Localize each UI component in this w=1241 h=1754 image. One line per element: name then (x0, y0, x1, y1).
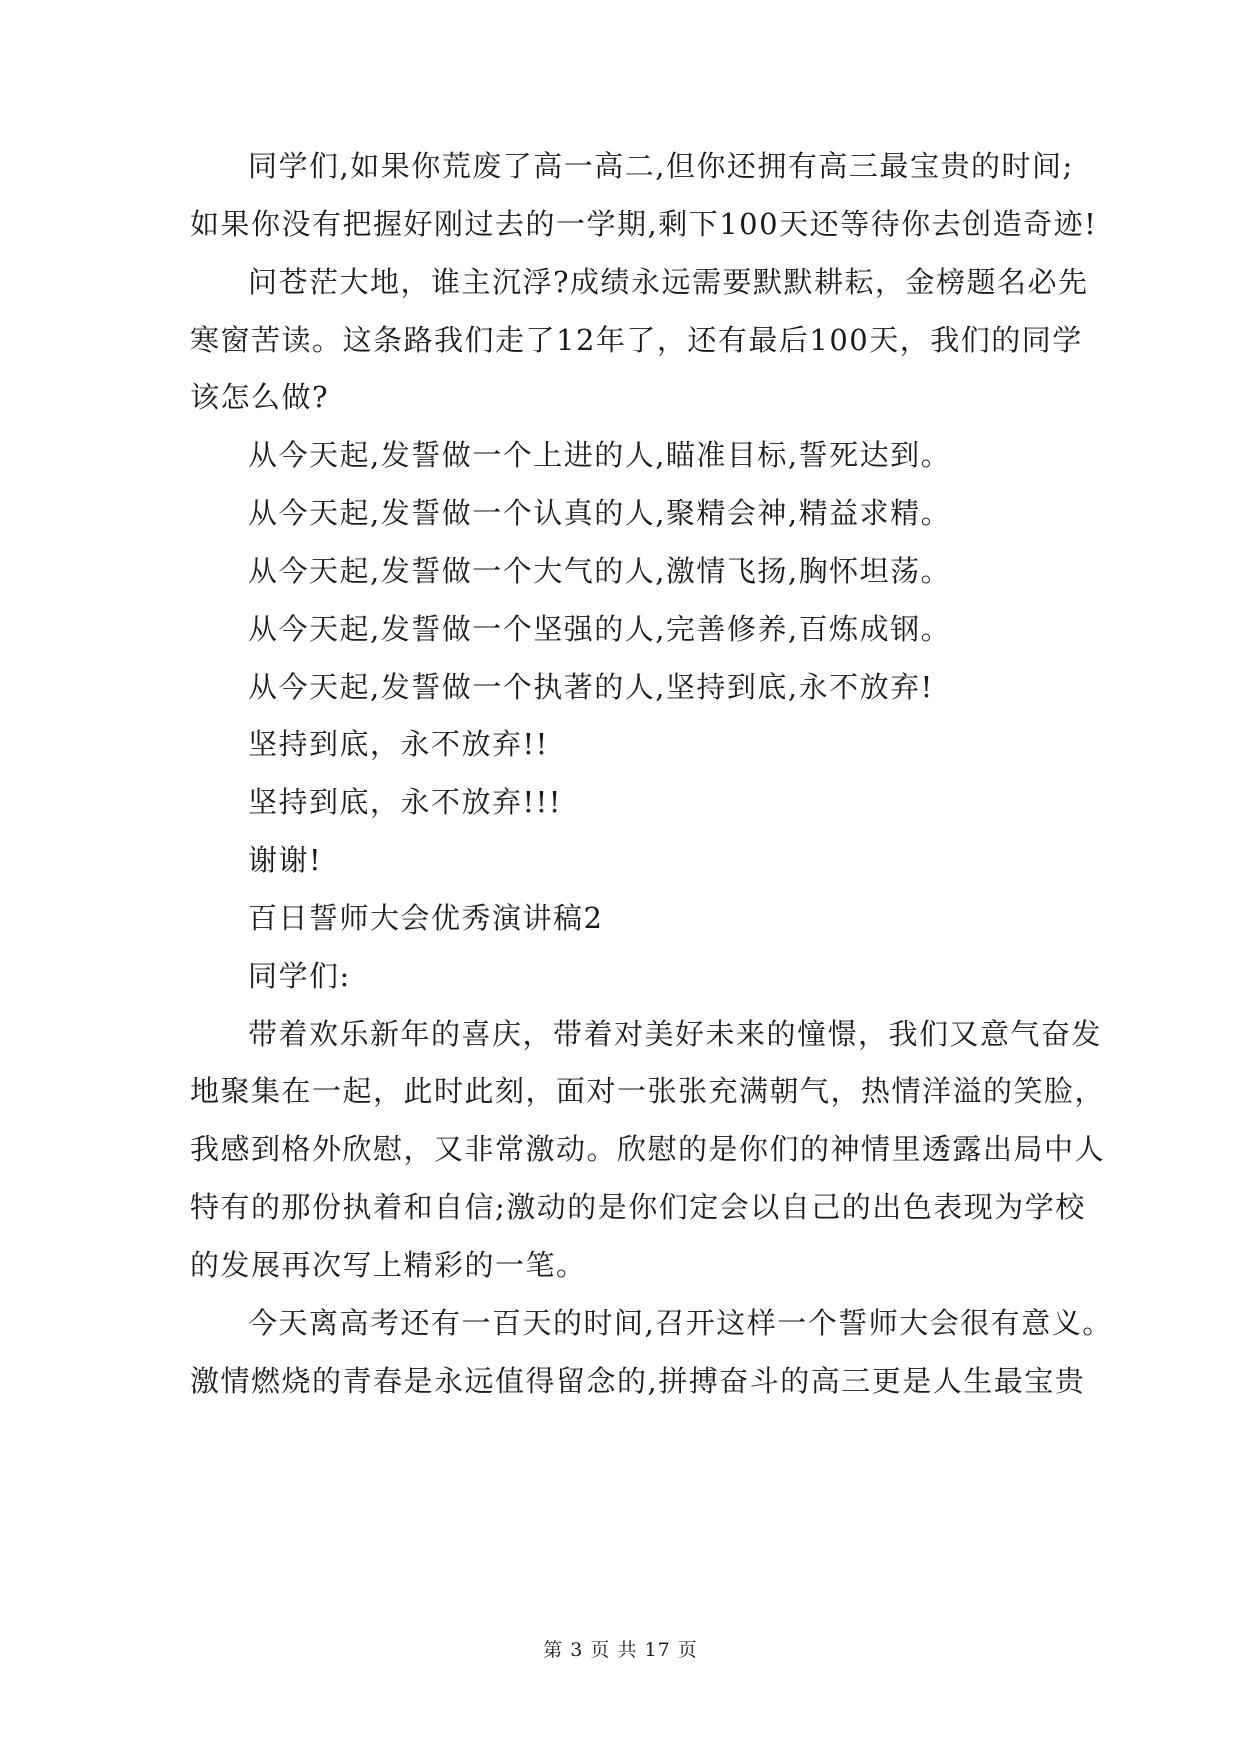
paragraph-line: 从今天起,发誓做一个执著的人,坚持到底,永不放弃! (248, 670, 934, 704)
footer-total-pages: 17 (644, 1639, 671, 1661)
paragraph-line: 该怎么做? (190, 380, 330, 414)
page-footer (0, 1638, 1241, 1662)
paragraph-line: 谢谢! (248, 843, 323, 877)
footer-current-page: 3 (570, 1639, 584, 1661)
paragraph-line: 我感到格外欣慰，又非常激动。欣慰的是你们的神情里透露出局中人 (190, 1132, 1106, 1166)
footer-prefix: 第 (543, 1639, 564, 1661)
paragraph-line: 从今天起,发誓做一个坚强的人,完善修养,百炼成钢。 (248, 612, 952, 646)
paragraph-line: 问苍茫大地，谁主沉浮?成绩永远需要默默耕耘，金榜题名必先 (248, 265, 1089, 299)
paragraph-line: 地聚集在一起，此时此刻，面对一张张充满朝气，热情洋溢的笑脸， (190, 1074, 1106, 1108)
footer-suffix: 页 (677, 1639, 698, 1661)
paragraph-line: 从今天起,发誓做一个认真的人,聚精会神,精益求精。 (248, 496, 952, 530)
paragraph-line: 从今天起,发誓做一个大气的人,激情飞扬,胸怀坦荡。 (248, 554, 952, 588)
section-title: 百日誓师大会优秀演讲稿2 (248, 901, 604, 935)
footer-middle: 页 共 (590, 1639, 638, 1661)
paragraph-line: 从今天起,发誓做一个上进的人,瞄准目标,誓死达到。 (248, 438, 952, 472)
paragraph-line: 坚持到底，永不放弃!!! (248, 785, 562, 819)
salutation: 同学们: (248, 959, 351, 993)
paragraph-line: 同学们,如果你荒废了高一高二,但你还拥有高三最宝贵的时间; (248, 149, 1074, 183)
paragraph-line: 带着欢乐新年的喜庆，带着对美好未来的憧憬，我们又意气奋发 (248, 1017, 1103, 1051)
paragraph-line: 坚持到底，永不放弃!! (248, 727, 549, 761)
paragraph-line: 的发展再次写上精彩的一笔。 (190, 1248, 587, 1282)
paragraph-line: 今天离高考还有一百天的时间,召开这样一个誓师大会很有意义。 (248, 1306, 1113, 1340)
paragraph-line: 寒窗苦读。这条路我们走了12年了，还有最后100天，我们的同学 (190, 323, 1083, 357)
paragraph-line: 如果你没有把握好刚过去的一学期,剩下100天还等待你去创造奇迹! (190, 207, 1098, 241)
paragraph-line: 激情燃烧的青春是永远值得留念的,拼搏奋斗的高三更是人生最宝贵 (190, 1364, 1086, 1398)
paragraph-line: 特有的那份执着和自信;激动的是你们定会以自己的出色表现为学校 (190, 1190, 1086, 1224)
